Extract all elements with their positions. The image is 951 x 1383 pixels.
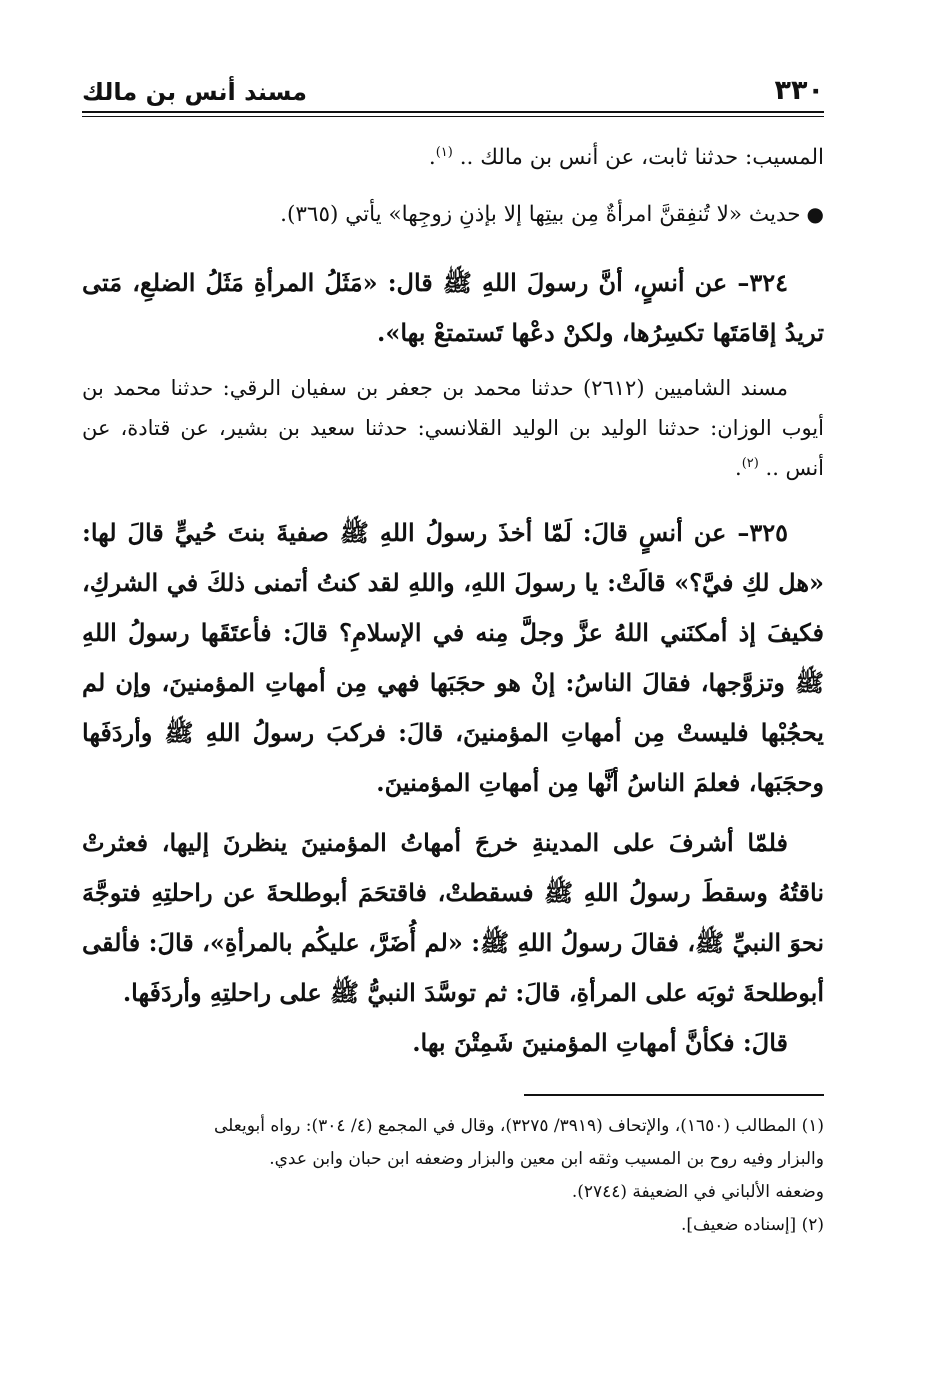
book-page bbox=[82, 64, 824, 1242]
sentence-end: . bbox=[735, 456, 742, 480]
main-text bbox=[82, 135, 824, 1068]
source-text: مسند الشاميين (٢٦١٢) حدثنا محمد بن جعفر بن سفيان الرقي: حدثنا محمد بن أيوب الوزان: حدثنا الوليد بن الوليد القلانسي: حدثنا سعيد بن بشير، عن قتادة، عن أنس .. bbox=[82, 376, 824, 480]
header-rule-thick bbox=[82, 111, 824, 113]
cross-reference-text: حديث «لا تُنفِقنَّ امرأةٌ مِن بيتِها إلا بإذنِ زوجِها» يأتي (٣٦٥). bbox=[280, 202, 801, 227]
paragraph-isnad-continuation bbox=[82, 135, 824, 181]
footnote-2: (٢) [إسناده ضعيف]. bbox=[680, 1215, 824, 1235]
running-title: مسند أنس بن مالك bbox=[82, 78, 308, 106]
footnotes bbox=[82, 1110, 824, 1242]
paragraph-cross-reference bbox=[82, 191, 824, 238]
hadith-325: ٣٢٥– عن أنسٍ قالَ: لَمّا أخذَ رسولُ اللهِ ﷺ صفيةَ بنتَ حُييٍّ قالَ لها: «هل لكِ فيَّ؟» قالَتْ: يا رسولَ اللهِ، واللهِ لقد كنتُ أتمنى ذلكَ في الشركِ، فكيفَ إذ أمكنَني اللهُ عزَّ وجلَّ مِنه في الإسلامِ؟ قالَ: فأعتَقَها رسولُ اللهِ ﷺ وتزوَّجها، فقالَ الناسُ: إنْ هو حجَبَها فهي مِن أمهاتِ المؤمنينَ، وإن لم يحجُبْها فليستْ مِن أمهاتِ المؤمنينَ، قالَ: فركبَ رسولُ اللهِ ﷺ وأردَفَها وحجَبَها، فعلمَ الناسُ أنَّها مِن أمهاتِ المؤمنينَ. bbox=[82, 518, 825, 797]
sentence-end: . bbox=[428, 145, 436, 170]
hadith-324-source bbox=[82, 368, 824, 488]
footnote-marker-1: (١) bbox=[435, 144, 453, 160]
bullet-icon: ● bbox=[806, 202, 824, 226]
header-rule-thin bbox=[82, 116, 824, 117]
hadith-325-continuation: فلمّا أشرفَ على المدينةِ خرجَ أمهاتُ المؤمنينَ ينظرنَ إليها، فعثرتْ ناقتُهُ وسقطَ رسولُ اللهِ ﷺ فسقطتْ، فاقتحَمَ أبوطلحةَ عن راحلتِهِ فتوجَّهَ نحوَ النبيِّ ﷺ، فقالَ رسولُ اللهِ ﷺ: «لم أُضَرَّ، عليكُم بالمرأةِ»، قالَ: فألقى أبوطلحةَ ثوبَه على المرأةِ، قالَ: ثم توسَّدَ النبيُّ ﷺ على راحلتِهِ وأردَفَها. bbox=[82, 828, 825, 1007]
hadith-325-closing: قالَ: فكأنَّ أمهاتِ المؤمنينَ شَمِتْنَ بها. bbox=[412, 1028, 788, 1057]
footnote-1-line-1: (١) المطالب (١٦٥٠)، والإتحاف (٣٩١٩/ ٣٢٧٥)، وقال في المجمع (٤/ ٣٠٤): رواه أبويعلى bbox=[213, 1116, 824, 1136]
footnote-1-line-3: وضعفه الألباني في الضعيفة (٢٧٤٤). bbox=[571, 1182, 824, 1202]
hadith-324: ٣٢٤– عن أنسٍ، أنَّ رسولَ اللهِ ﷺ قال: «مَثَلُ المرأةِ مَثَلُ الضلعِ، مَتى تريدُ إقامَتَها تكسِرُها، ولكنْ دعْها تَستمتعْ بها». bbox=[82, 268, 824, 347]
footnote-marker-2: (٢) bbox=[741, 456, 759, 471]
page-header bbox=[82, 64, 824, 104]
footnote-separator bbox=[524, 1094, 824, 1096]
page-number: ٣٣٠ bbox=[774, 75, 824, 106]
isnad-text: المسيب: حدثنا ثابت، عن أنس بن مالك .. bbox=[459, 145, 824, 170]
footnote-1-line-2: والبزار وفيه روح بن المسيب وثقه ابن معين والبزار وضعفه ابن حبان وابن عدي. bbox=[269, 1149, 824, 1169]
